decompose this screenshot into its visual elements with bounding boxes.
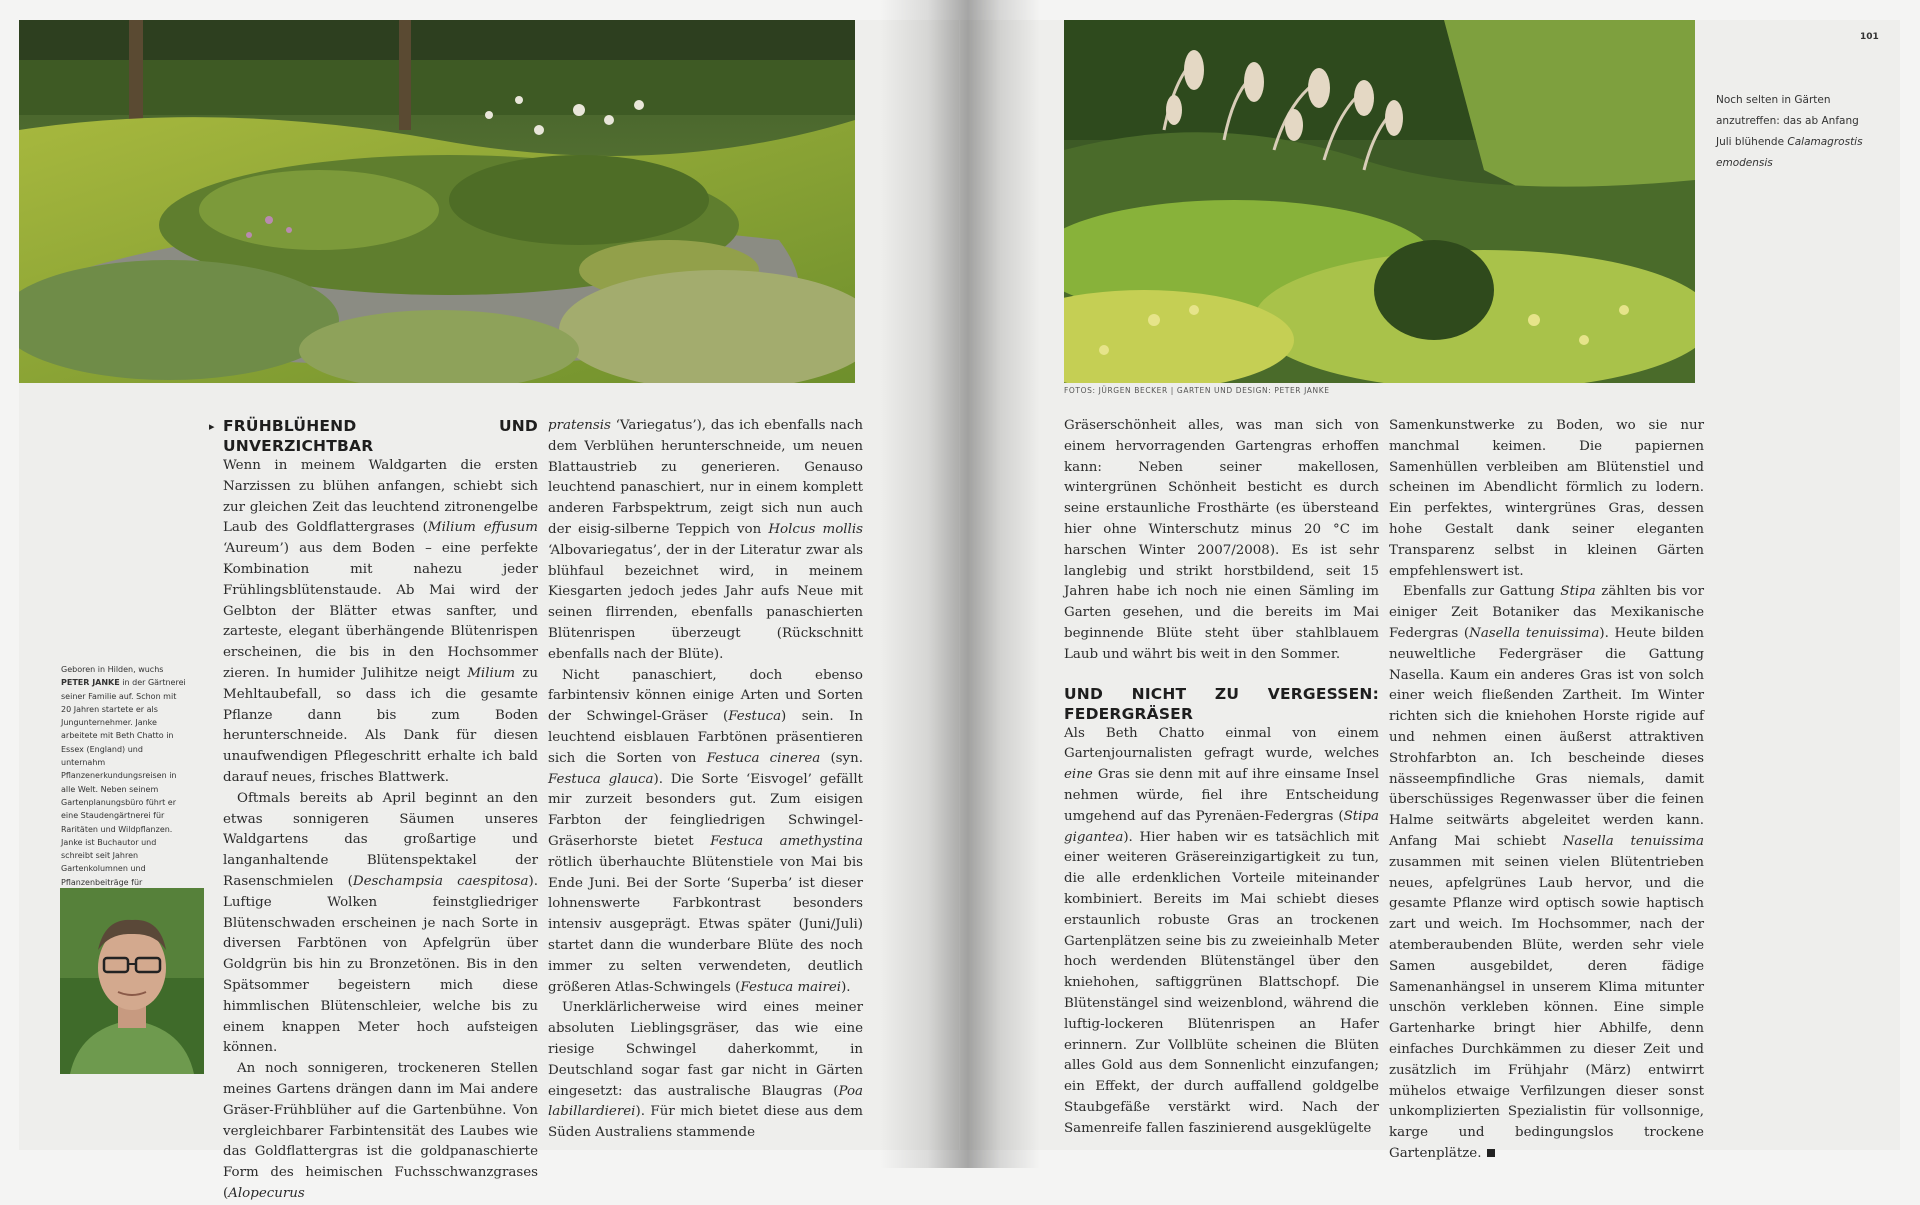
bio-prefix: Geboren in Hilden, wuchs	[61, 665, 164, 674]
species-name: Deschampsia caespitosa	[352, 873, 529, 889]
article-end-mark-icon	[1487, 1149, 1495, 1157]
text-run: Ebenfalls zur Gattung	[1403, 584, 1561, 600]
text-run: Samenkunstwerke zu Boden, wo sie nur manchmal keimen. Die papiernen Samenhüllen verbleiben am Blütenstiel und scheinen im Abendlicht förmlich zu lodern. Ein perfektes, wintergrünes Gras, dessen hohe Gestalt dank seiner eleganten Transparenz selbst in kleinen Gärten empfehlenswert ist.	[1389, 418, 1704, 579]
text-run: Gräserschönheit alles, was man sich von einem hervorragenden Gartengras erhoffen kann: Neben seiner makellosen, wintergrünen Schönheit besticht es durch seine erstaunliche Frosthärte (es übersteand hier ohne Winterschutz minus 20 °C im harschen Winter 2007/2008). Es ist sehr langlebig und strikt horstbildend, seit 15 Jahren habe ich noch nie einen Sämling im Garten gesehen, und die bereits im Mai beginnende Blüte steht über stahlblauem Laub und währt bis weit in den Sommer.	[1064, 418, 1379, 662]
text-run: Gras sie denn mit auf ihre einsame Insel nehmen würde, fiel ihre Entscheidung umgehend auf das Pyrenäen-Federgras (	[1064, 767, 1379, 824]
text-run: zählten bis vor einiger Zeit Botaniker das Mexikanische Federgras (	[1389, 584, 1705, 641]
species-name: Stipa	[1560, 584, 1596, 600]
text-run: zusammen mit seinen vielen Blütentrieben neues, apfelgrünes Laub hervor, und die gesamte Pflanze wird optisch sowie haptisch zart und weich. Im Hochsommer, nach der atemberaubenden Blüte, werden sehr viele Samen ausgebildet, deren fädige Samenanhängsel in unserem Klima mitunter unschön verkleben können. Eine simple Gartenharke bringt hier Abhilfe, denn einfaches Durchkämmen zu dieser Zeit und zusätzlich im Frühjahr (März) entwirrt mühelos etwaige Verfilzungen dieser sonst unkomplizierten Spezialistin für vollsonnige, karge und bedingungslos trockene Gartenplätze.	[1389, 854, 1704, 1161]
page-number: 101	[1860, 32, 1879, 42]
text-run: An noch sonnigeren, trockeneren Stellen meines Gartens drängen dann im Mai andere Gräser-Frühblüher auf die Gartenbühne. Von vergleichbarer Farbintensität des Laubes wie das Goldflattergras ist die goldpanaschierte Form des heimischen Fuchsschwanzgrases (	[223, 1061, 538, 1201]
species-name: Festuca amethystina	[710, 833, 864, 849]
paragraph	[223, 1059, 538, 1205]
species-name: Festuca mairei	[740, 979, 842, 995]
text-run: ). Heute bilden neuweltliche Federgräser die Gattung Nasella. Kaum ein anderes Gras ist von solch einer weich fließenden Zartheit. Im Winter richten sich die kniehohen Horste rigide auf und nehmen einen äußerst attraktiven Strohfarbton an. Ich bescheinde dieses nässeempfindliche Gras niemals, damit überschüssiges Regenwasser über die feinen Halme seitwärts abgeleitet werden kann. Anfang Mai schiebt	[1389, 625, 1704, 849]
text-run: ‘Variegatus’), das ich ebenfalls nach dem Verblühen herunterschneide, um neuen Blattaustrieb zu generieren. Genauso leuchtend panaschiert, nur in einem komplett anderen Farbspektrum, zeigt sich nun auch der eisig-silberne Teppich von	[548, 418, 863, 537]
species-name: Festuca cinerea	[706, 750, 821, 766]
paragraph	[548, 666, 863, 999]
text-run: Wenn in meinem Waldgarten die ersten Narzissen zu blühen anfangen, schiebt sich zur gleichen Zeit das leuchtend zitronengelbe Laub des Goldflattergrases (	[223, 458, 538, 536]
garden-photo-right	[1064, 20, 1695, 383]
text-run: ). Hier haben wir es tatsächlich mit einer weiteren Gräsereinzigartigkeit zu tun, die alle erdenklichen Vorteile miteinander kombiniert. Bereits im Mai schiebt dieses erstaunlich robuste Gras an trockenen Gartenplätzen seine bis zu zweieinhalb Meter hoch werdenden Blütenstängel über den kniehohen, saftiggrünen Blattschopf. Die Blütenstängel sind weizenblond, während die luftig-lockeren Blütenrispen an Hafer erinnern. Zur Vollblüte scheinen die Blüten alles Gold aus dem Sonnenlicht einzufangen; ein Effekt, der durch auffallend goldgelbe Staubgefäße verstärkt wird. Nach der Samenreife fallen faszinierend ausgeklügelte	[1064, 829, 1379, 1136]
text-column-1	[209, 416, 539, 1205]
paragraph	[548, 416, 863, 666]
text-column-3	[1064, 416, 1379, 1140]
species-name: Milium effusum	[427, 520, 538, 536]
text-run: rötlich überhauchte Blütenstiele von Mai bis Ende Juni. Bei der Sorte ‘Superba’ ist dieser lohnenswerte Farbkontrast besonders intensiv ausgeprägt. Etwas später (Juni/Juli) startet dann die wunderbare Blüte des noch immer zu selten verwendeten, deutlich größeren Atlas-Schwingels (	[548, 854, 863, 995]
author-portrait	[60, 888, 204, 1074]
species-name: Nasella tenuissima	[1562, 833, 1704, 849]
text-run: ). Die Sorte ‘Eisvogel’ gefällt mir zurzeit besonders gut. Zum eisigen Farbton der feingliedrigen Schwingel-Gräserhorste bietet	[548, 771, 864, 849]
text-run: ). Für mich bietet diese aus dem Süden Australiens stammende	[548, 1104, 863, 1141]
text-run: (syn.	[820, 750, 863, 766]
text-run: ) sein. In leuchtend eisblauen Farbtönen präsentieren sich die Sorten von	[548, 709, 863, 766]
text-run: zu Mehltaubefall, so dass ich die gesamte Pflanze dann bis zum Boden herunterschneide. Als Dank für diesen unaufwendigen Pflegeschritt erhalte ich bald darauf neues, frisches Blattwerk.	[223, 665, 539, 785]
text-run: ). Luftige Wolken feinstgliedriger Blütenschwaden erscheinen je nach Sorte in diversen Farbtönen von Apfelgrün über Goldgrün bis hin zu Bronzetönen. Bis in den Spätsommer begeistern mich diese himmlischen Blütenschleier, welche bis zu einem knappen Meter hoch aufsteigen können.	[223, 873, 538, 1056]
photo-caption-text: Noch selten in Gärten anzutreffen: das ab Anfang Juli blühende	[1716, 94, 1859, 148]
paragraph	[1389, 582, 1704, 1164]
paragraph	[1389, 416, 1704, 582]
text-run: Nicht panaschiert, doch ebenso farbintensiv können einige Arten und Sorten der Schwingel-Gräser (	[548, 667, 863, 725]
paragraph	[223, 456, 538, 789]
text-column-4	[1389, 416, 1704, 1165]
text-column-2	[548, 416, 863, 1144]
text-run: ).	[841, 979, 851, 995]
paragraph	[1064, 724, 1379, 1140]
species-name: Poa labillardierei	[548, 1083, 863, 1120]
species-name: Festuca	[728, 709, 782, 725]
paragraph	[223, 789, 538, 1059]
bio-author-name: PETER JANKE	[61, 678, 120, 688]
photo-credit: FOTOS: JÜRGEN BECKER | GARTEN UND DESIGN: PETER JANKE	[1064, 386, 1330, 395]
text-run: Als Beth Chatto einmal von einem Gartenjournalisten gefragt wurde, welches	[1064, 725, 1379, 762]
paragraph	[548, 998, 863, 1144]
species-name: Milium	[467, 665, 516, 681]
bio-text: in der Gärtnerei seiner Familie auf. Schon mit 20 Jahren startete er als Jungunternehmer. Janke arbeitete mit Beth Chatto in Essex (England) und unternahm Pflanzenerkundungsreisen in alle Welt. Neben seinem Gartenplanungsbüro führt er eine Staudengärtnerei für Raritäten und Wildpflanzen. Janke ist Buchautor und schreibt seit Jahren Gartenkolumnen und Pflanzenbeiträge für	[61, 678, 186, 887]
photo-caption	[1716, 90, 1866, 174]
text-run: ‘Albovariegatus’, der in der Literatur zwar als blühfaul bezeichnet wird, in meinem Kiesgarten jedoch jedes Jahr aufs Neue mit seinen flirrenden, ebenfalls panaschierten Blütenrispen überzeugt (Rückschnitt ebenfalls nach der Blüte).	[548, 542, 863, 662]
photo-caption-species: Calamagrostis emodensis	[1716, 136, 1863, 169]
species-name: Stipa gigantea	[1064, 808, 1379, 845]
paragraph	[1064, 416, 1379, 666]
species-name: Alopecurus	[228, 1185, 305, 1201]
heading-fruehbluehend: FRÜHBLÜHEND UND UNVERZICHTBAR	[223, 417, 538, 455]
section-heading-1	[209, 416, 538, 456]
heading-arrow-icon: ▸	[209, 420, 215, 433]
author-bio	[61, 663, 186, 902]
text-run: Oftmals bereits ab April beginnt an den etwas sonnigeren Säumen unseres Waldgartens das großartige und langanhaltende Blütenspektakel der Rasenschmielen (	[223, 790, 538, 889]
species-name: Festuca glauca	[548, 771, 654, 787]
emphasis: eine	[1064, 767, 1093, 783]
species-name: Nasella tenuissima	[1469, 625, 1600, 641]
text-run: Unerklärlicherweise wird eines meiner absoluten Lieblingsgräser, das wie eine riesige Schwingel daherkommt, in Deutschland sogar fast gar nicht in Gärten eingesetzt: das australische Blaugras (	[548, 1000, 863, 1099]
species-name: Holcus mollis	[768, 521, 863, 537]
species-name: pratensis	[548, 418, 611, 433]
text-run: ‘Aureum’) aus dem Boden – eine perfekte Kombination mit nahezu jeder Frühlingsblütenstaude. Ab Mai wird der Gelbton der Blätter etwas sanfter, und zarteste, elegant überhängende Blütenrispen erscheinen, die bis in den Hochsommer zieren. In humider Julihitze neigt	[223, 541, 538, 681]
heading-federgraeser: UND NICHT ZU VERGESSEN: FEDERGRÄSER	[1064, 684, 1379, 723]
garden-photo-left	[19, 20, 855, 383]
